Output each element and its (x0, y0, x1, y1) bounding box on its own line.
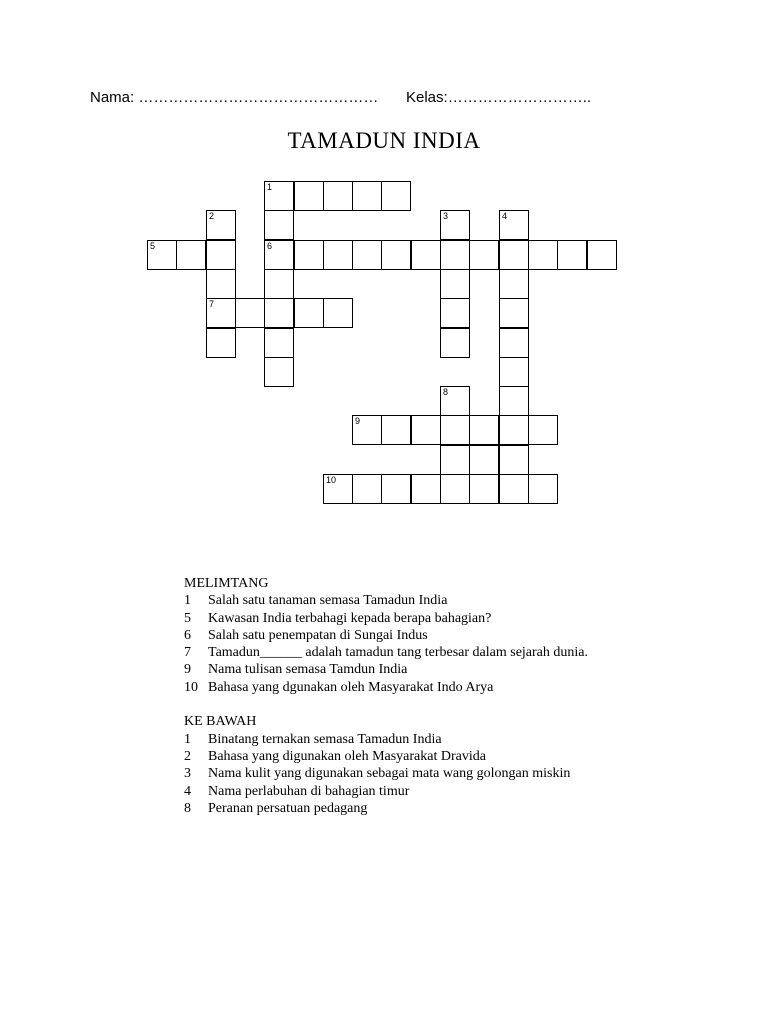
crossword-cell[interactable] (235, 298, 265, 328)
clue-item-number: 1 (184, 731, 191, 747)
down-heading: KE BAWAH (184, 714, 257, 730)
clue-item (184, 800, 604, 817)
crossword-cell[interactable] (294, 298, 324, 328)
crossword-cell[interactable] (381, 415, 411, 445)
crossword-cell[interactable] (587, 240, 617, 270)
crossword-cell[interactable] (528, 240, 558, 270)
crossword-cell[interactable] (499, 386, 529, 416)
crossword-cell[interactable] (264, 298, 294, 328)
crossword-cell[interactable] (264, 210, 294, 240)
clue-number: 2 (209, 211, 215, 221)
crossword-cell[interactable] (440, 415, 470, 445)
clue-item-number: 4 (184, 783, 191, 799)
crossword-cell[interactable] (411, 240, 441, 270)
crossword-cell[interactable] (381, 240, 411, 270)
clue-item-text: Nama perlabuhan di bahagian timur (208, 783, 410, 799)
crossword-cell[interactable] (206, 328, 236, 358)
crossword-cell[interactable] (352, 181, 382, 211)
across-clues (184, 592, 604, 696)
crossword-cell[interactable] (264, 181, 294, 211)
crossword-cell[interactable] (469, 445, 499, 475)
clue-number: 8 (443, 387, 449, 397)
clue-item (184, 661, 604, 678)
name-field-label: Nama: ………………………………………… (90, 89, 379, 106)
crossword-cell[interactable] (264, 328, 294, 358)
clue-item-text: Nama kulit yang digunakan sebagai mata wang golongan miskin (208, 766, 571, 782)
clue-item (184, 731, 604, 748)
clue-number: 3 (443, 211, 449, 221)
clue-item-number: 10 (184, 679, 198, 695)
clue-item-number: 7 (184, 645, 191, 661)
clue-number: 6 (267, 241, 273, 251)
clue-item (184, 592, 604, 609)
crossword-cell[interactable] (499, 474, 529, 504)
clue-item-text: Binatang ternakan semasa Tamadun India (208, 731, 442, 747)
crossword-cell[interactable] (469, 240, 499, 270)
crossword-cell[interactable] (440, 474, 470, 504)
clue-item-number: 2 (184, 748, 191, 764)
crossword-cell[interactable] (469, 474, 499, 504)
crossword-cell[interactable] (264, 269, 294, 299)
crossword-cell[interactable] (352, 415, 382, 445)
crossword-cell[interactable] (323, 181, 353, 211)
clue-item-text: Tamadun______ adalah tamadun tang terbesar dalam sejarah dunia. (208, 645, 588, 661)
crossword-cell[interactable] (499, 240, 529, 270)
crossword-cell[interactable] (352, 474, 382, 504)
crossword-cell[interactable] (206, 269, 236, 299)
crossword-cell[interactable] (440, 269, 470, 299)
clue-number: 9 (355, 416, 361, 426)
across-heading: MELIMTANG (184, 576, 269, 591)
crossword-cell[interactable] (206, 210, 236, 240)
clue-item (184, 627, 604, 644)
clue-item (184, 765, 604, 782)
clue-number: 10 (326, 475, 337, 485)
crossword-cell[interactable] (411, 474, 441, 504)
crossword-cell[interactable] (381, 474, 411, 504)
clue-item-text: Peranan persatuan pedagang (208, 800, 368, 816)
clue-item (184, 644, 604, 661)
class-field-label: Kelas:……………………….. (406, 89, 592, 106)
crossword-cell[interactable] (381, 181, 411, 211)
clue-number: 7 (209, 299, 215, 309)
crossword-cell[interactable] (499, 415, 529, 445)
crossword-cell[interactable] (323, 474, 353, 504)
crossword-cell[interactable] (440, 210, 470, 240)
clue-number: 1 (267, 182, 273, 192)
clue-item-number: 3 (184, 766, 191, 782)
down-clues (184, 731, 604, 817)
clue-item-number: 9 (184, 662, 191, 678)
crossword-cell[interactable] (440, 445, 470, 475)
crossword-cell[interactable] (147, 240, 177, 270)
clue-item (184, 679, 604, 696)
clue-item-text: Salah satu penempatan di Sungai Indus (208, 627, 428, 643)
crossword-cell[interactable] (469, 415, 499, 445)
crossword-cell[interactable] (499, 269, 529, 299)
crossword-cell[interactable] (411, 415, 441, 445)
crossword-cell[interactable] (176, 240, 206, 270)
crossword-cell[interactable] (440, 386, 470, 416)
clue-item-number: 1 (184, 593, 191, 609)
crossword-cell[interactable] (499, 445, 529, 475)
crossword-cell[interactable] (264, 357, 294, 387)
clue-item-text: Nama tulisan semasa Tamdun India (208, 662, 408, 678)
crossword-cell[interactable] (528, 474, 558, 504)
clue-item-text: Kawasan India terbahagi kepada berapa bahagian? (208, 610, 492, 626)
crossword-cell[interactable] (557, 240, 587, 270)
crossword-cell[interactable] (206, 240, 236, 270)
clue-item (184, 783, 604, 800)
clue-number: 4 (502, 211, 508, 221)
crossword-cell[interactable] (206, 298, 236, 328)
crossword-cell[interactable] (294, 240, 324, 270)
clue-item-number: 5 (184, 610, 191, 626)
clue-item-number: 8 (184, 800, 191, 816)
crossword-cell[interactable] (440, 328, 470, 358)
clue-item (184, 748, 604, 765)
clue-item-number: 6 (184, 627, 191, 643)
clue-list (184, 575, 604, 817)
crossword-cell[interactable] (499, 328, 529, 358)
crossword-cell[interactable] (528, 415, 558, 445)
page-title: TAMADUN INDIA (287, 128, 481, 153)
crossword-cell[interactable] (440, 298, 470, 328)
crossword-cell[interactable] (323, 240, 353, 270)
clue-item-text: Bahasa yang dgunakan oleh Masyarakat Indo Arya (208, 679, 494, 695)
clue-number: 5 (150, 241, 156, 251)
clue-item-text: Bahasa yang digunakan oleh Masyarakat Dravida (208, 748, 486, 764)
crossword-cell[interactable] (499, 210, 529, 240)
clue-item-text: Salah satu tanaman semasa Tamadun India (208, 593, 448, 609)
crossword-cell[interactable] (499, 298, 529, 328)
crossword-cell[interactable] (264, 240, 294, 270)
crossword-cell[interactable] (294, 181, 324, 211)
crossword-cell[interactable] (323, 298, 353, 328)
crossword-cell[interactable] (499, 357, 529, 387)
crossword-cell[interactable] (352, 240, 382, 270)
clue-item (184, 610, 604, 627)
crossword-cell[interactable] (440, 240, 470, 270)
